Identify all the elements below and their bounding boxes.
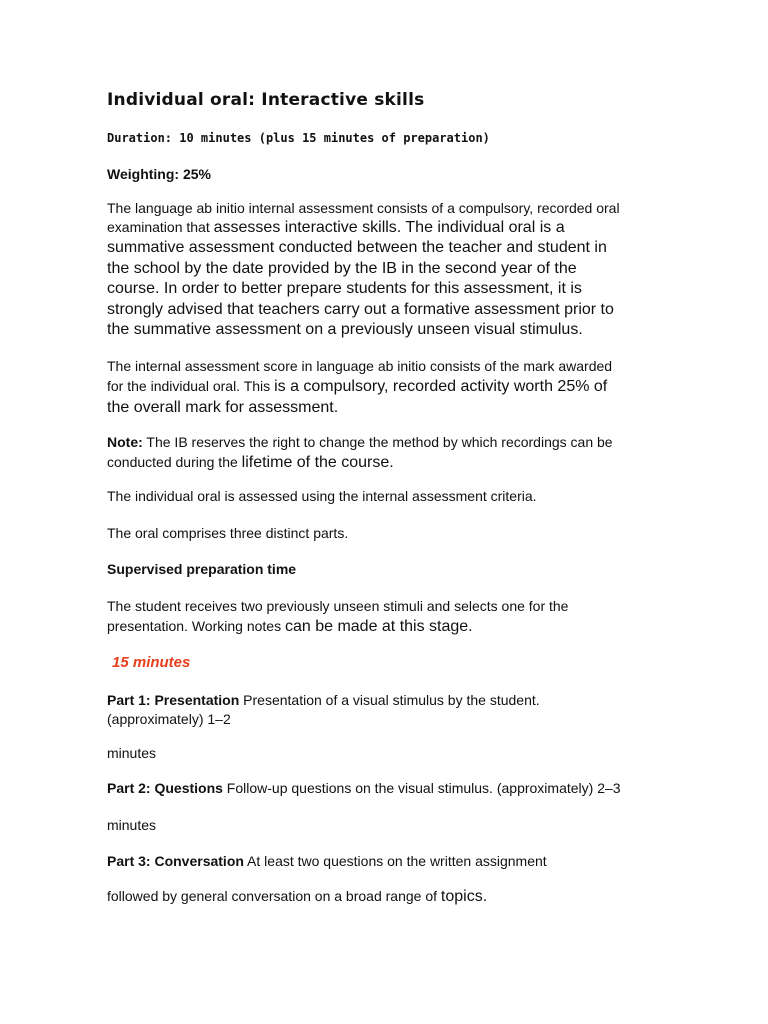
weighting-line: Weighting: 25% — [107, 166, 211, 182]
part2-minutes: minutes — [107, 817, 157, 833]
intro-line-3: summative assessment conducted between the teacher and student in — [107, 239, 607, 256]
criteria-text: The individual oral is assessed using the internal assessment criteria. — [107, 488, 537, 504]
score-line-3: the overall mark for assessment. — [107, 399, 339, 416]
prep-line-2a: presentation. Working notes — [107, 618, 285, 634]
note-paragraph — [107, 432, 667, 473]
part2-label: Part 2: Questions — [107, 780, 223, 796]
note-line-2 — [107, 452, 667, 473]
parts-text: The oral comprises three distinct parts. — [107, 525, 349, 541]
part3-label: Part 3: Conversation — [107, 853, 244, 869]
part2-line — [107, 780, 621, 796]
note-line-2b: lifetime of the course. — [241, 454, 394, 471]
score-line-2 — [107, 376, 667, 397]
intro-line-2b: assesses interactive skills. The individual oral is a — [213, 219, 565, 236]
part3-line-2b: topics. — [440, 888, 488, 905]
part1-minutes: minutes — [107, 745, 157, 761]
note-line-1 — [107, 432, 667, 452]
prep-line-2 — [107, 616, 667, 637]
prep-line-1: The student receives two previously unseen stimuli and selects one for the — [107, 598, 569, 614]
intro-paragraph — [107, 199, 667, 341]
intro-line-1: The language ab initio internal assessment consists of a compulsory, recorded oral — [107, 200, 620, 216]
intro-line-2a: examination that — [107, 219, 214, 235]
note-line-1-text: The IB reserves the right to change the method by which recordings can be — [142, 434, 613, 450]
intro-line-6: strongly advised that teachers carry out a formative assessment prior to — [107, 300, 614, 318]
part3-text: At least two questions on the written assignment — [243, 853, 547, 869]
part3-line-2a: followed by general conversation on a broad range of — [107, 888, 441, 904]
part1-paragraph — [107, 691, 667, 729]
score-paragraph — [107, 356, 667, 418]
part3-line-2 — [107, 888, 487, 906]
prep-paragraph — [107, 596, 667, 637]
score-line-1: The internal assessment score in language ab initio consists of the mark awarded — [107, 358, 613, 374]
note-label: Note: — [107, 434, 143, 450]
prep-minutes: 15 minutes — [112, 654, 191, 671]
prep-line-2b: can be made at this stage. — [284, 618, 473, 635]
intro-line-5: course. In order to better prepare students for this assessment, it is — [107, 280, 582, 297]
document-title: Individual oral: Interactive skills — [107, 90, 425, 110]
duration-line: Duration: 10 minutes (plus 15 minutes of preparation) — [107, 131, 490, 145]
part1-line-2: (approximately) 1–2 — [107, 711, 231, 727]
part2-text: Follow-up questions on the visual stimulus. (approximately) 2–3 — [222, 780, 621, 796]
note-line-2a: conducted during the — [107, 454, 242, 470]
prep-heading: Supervised preparation time — [107, 561, 297, 577]
part1-label: Part 1: Presentation — [107, 692, 240, 708]
intro-line-4: the school by the date provided by the IB in the second year of the — [107, 259, 577, 277]
part1-text: Presentation of a visual stimulus by the student. — [239, 692, 540, 708]
intro-line-7: the summative assessment on a previously unseen visual stimulus. — [107, 321, 583, 338]
part1-line-1 — [107, 691, 667, 710]
score-line-2a: for the individual oral. This — [107, 378, 275, 394]
score-line-2b: is a compulsory, recorded activity worth 25% of — [274, 378, 608, 395]
intro-line-2 — [107, 217, 667, 238]
part3-line — [107, 853, 547, 869]
